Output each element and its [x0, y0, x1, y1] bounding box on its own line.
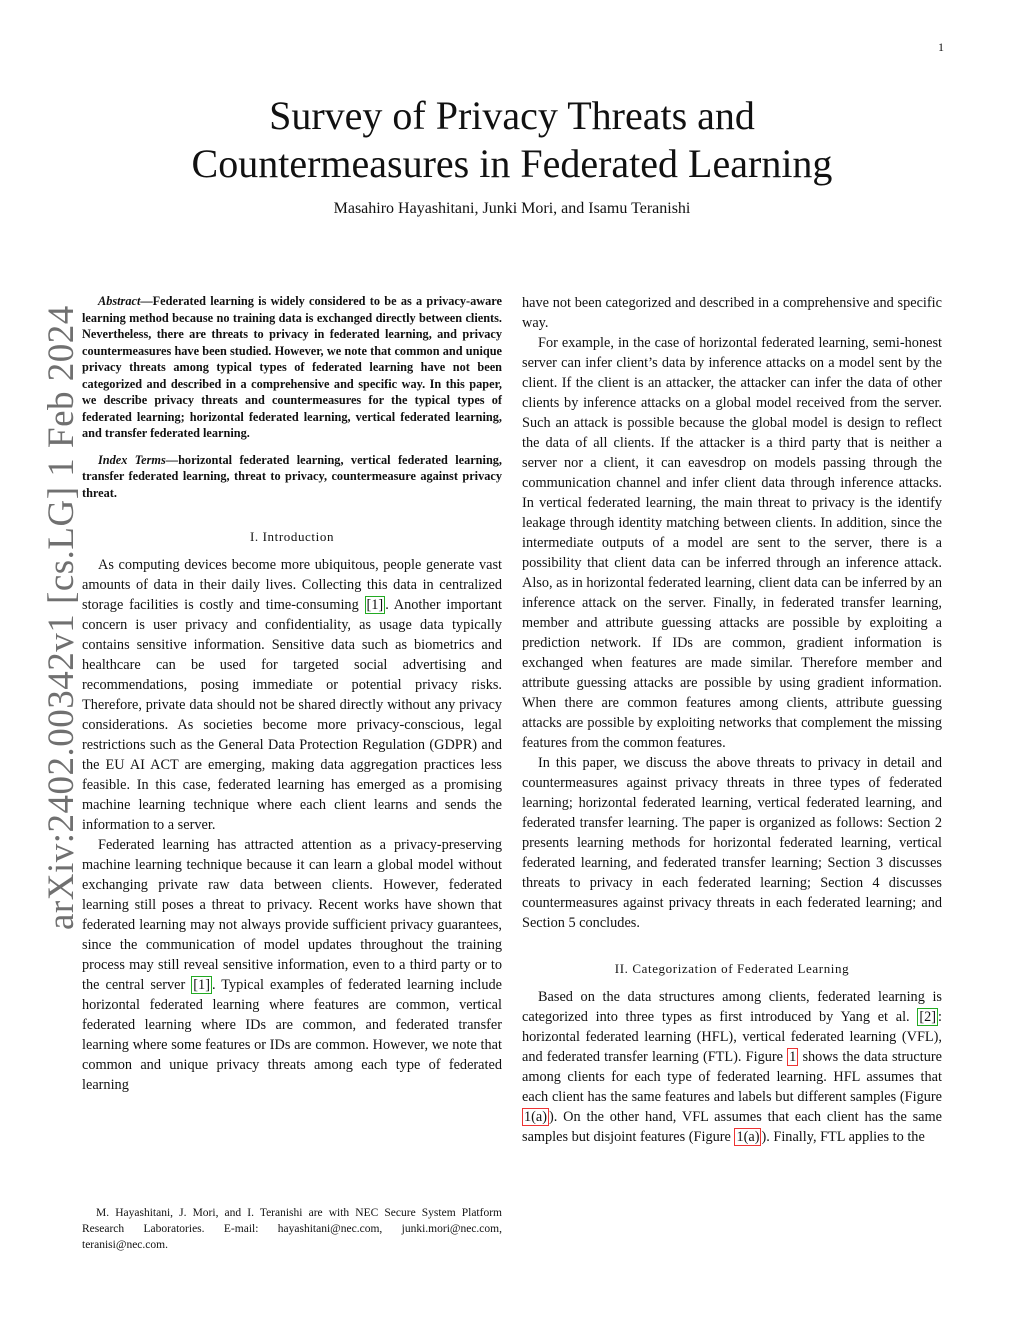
section-heading-categorization: II. Categorization of Federated Learning — [614, 961, 850, 976]
authors: Masahiro Hayashitani, Junki Mori, and Isamu Teranishi — [333, 200, 691, 217]
citation-link-1b[interactable]: [1] — [193, 977, 210, 993]
intro-p1-text-a: As computing devices become more ubiquitous, people generate vast amounts of data in their daily lives. Collecting this data in centralized storage facilities is costly and time-consuming — [82, 557, 502, 613]
intro-paragraph-1 — [82, 555, 502, 835]
abstract-text: —Federated learning is widely considered to be as a privacy-aware learning method because no training data is exchanged directly between clients. Nevertheless, there are threats to privacy in federated learning, and privacy countermeasures have been studied. However, we note that common and unique privacy threats among typical types of federated learning have not been categorized and described in a comprehensive and specific way. In this paper, we describe privacy threats and countermeasures for the typical types of federated learning; horizontal federated learning, vertical federated learning, and transfer federated learning. — [82, 294, 502, 440]
abstract-label: Abstract — [98, 294, 141, 308]
right-paragraph-4 — [522, 987, 942, 1147]
citation-link-2[interactable]: [2] — [919, 1009, 937, 1025]
right-column — [522, 293, 942, 1147]
right-paragraph-3: In this paper, we discuss the above threats to privacy in detail and countermeasures against privacy threats in three types of federated learning; horizontal federated learning, vertical federated learning, and federated transfer learning. The paper is organized as follows: Section 2 presents learning methods for horizontal federated learning, vertical federated learning, and federated transfer learning; Section 3 discusses threats to privacy in each federated learning; Section 4 discusses countermeasures against privacy threats in each federated learning; and Section 5 concludes. — [522, 755, 942, 931]
intro-paragraph-2 — [82, 835, 502, 1095]
right-paragraph-1: have not been categorized and described in a comprehensive and specific way. — [522, 295, 942, 331]
p4-text-a: Based on the data structures among clients, federated learning is categorized into three types as first introduced by Yang et al. — [522, 989, 942, 1025]
p4-text-e: ). Finally, FTL applies to the — [761, 1129, 925, 1145]
figure-link-1[interactable]: 1 — [789, 1049, 797, 1065]
intro-p2-text-a: Federated learning has attracted attention as a privacy-preserving machine learning technique because it can learn a global model without exchanging private raw data between clients. However, federated learning still poses a threat to privacy. Recent works have shown that federated learning may not always provide sufficient privacy guarantees, since the communication of model updates throughout the training process may still reveal sensitive information, even to a third party or to the central server — [82, 837, 502, 993]
citation-link-1[interactable]: [1] — [366, 597, 384, 613]
arxiv-watermark: arXiv:2402.00342v1 [cs.LG] 1 Feb 2024 — [41, 305, 82, 930]
abstract — [82, 293, 502, 442]
title-line-1: Survey of Privacy Threats and — [269, 93, 755, 138]
author-footnote: M. Hayashitani, J. Mori, and I. Teranishi are with NEC Secure System Platform Research Laboratories. E-mail: hayashitani@nec.com, junki.mori@nec.com, teranisi@nec.com. — [82, 1207, 502, 1251]
index-terms-text: —horizontal federated learning, vertical federated learning, transfer federated learning, threat to privacy, countermeasure against privacy threat. — [82, 452, 502, 500]
p4-text-c: shows the data structure among clients for each type of federated learning. HFL assumes that each client has the same features and labels but different samples (Figure — [522, 1049, 942, 1105]
p4-text-d: ). On the other hand, VFL assumes that each client has the same samples but disjoint features (Figure — [522, 1109, 942, 1145]
paper-title — [0, 92, 1024, 188]
section-heading-introduction: I. Introduction — [249, 529, 335, 544]
intro-p1-text-b: . Another important concern is user privacy and confidentiality, as usage data typically contains sensitive information. Sensitive data such as biometrics and healthcare can be used for targeted social advertising and recommendations, posing immediate or potential privacy risks. Therefore, private data should not be shared directly without any privacy considerations. As societies become more privacy-conscious, legal restrictions such as the General Data Protection Regulation (GDPR) and the EU AI ACT are emerging, making data aggregation practices less feasible. In this case, federated learning has emerged as a promising machine learning technique where each client learns and sends the information to a server. — [82, 597, 502, 833]
p4-text-b: : horizontal federated learning (HFL), vertical federated learning (VFL), and federated transfer learning (FTL). Figure — [522, 1009, 942, 1065]
left-column — [82, 293, 502, 1095]
index-terms-label: Index Terms — [98, 452, 166, 467]
figure-link-1a[interactable]: 1(a) — [524, 1109, 548, 1125]
figure-link-1a-second[interactable]: 1(a) — [736, 1129, 760, 1145]
right-paragraph-2: For example, in the case of horizontal federated learning, semi-honest server can infer client’s data by inference attacks on a model sent by the client. If the client is an attacker, the attacker can infer the data of other clients by inference attacks on a global model received from the server. Such an attack is possible because the global model is design to reflect the data of all clients. If the attacker is a third party that is neither a server nor a client, it can eavesdrop on models passing through the communication channel and infer client data through inference attacks. In vertical federated learning, the main threat to privacy is the identify leakage through identity matching between clients. In addition, since the intermediate outputs of a model are sent to the server, there is a possibility that client data can be inferred through an inference attack. Also, as in horizontal federated learning, client data can be inferred by an inference attack on the server. Finally, in federated transfer learning, member and attribute guessing attacks are possible by exploiting a prediction network. If IDs are common, gradient information is exchanged when features are made similar. Therefore member and attribute guessing attacks are possible by using gradient information. When there are common features among clients, attribute guessing attacks are possible by exploiting networks that complement the missing features from the common features. — [522, 335, 942, 751]
page-number: 1 — [938, 40, 944, 54]
intro-p2-text-b: . Typical examples of federated learning include horizontal federated learning where features are common, vertical federated learning where IDs are common, and federated transfer learning where some features or IDs are common. However, we note that common and unique privacy threats among each type of federated learning — [82, 977, 502, 1093]
title-line-2: Countermeasures in Federated Learning — [191, 141, 833, 186]
index-terms — [82, 452, 502, 502]
